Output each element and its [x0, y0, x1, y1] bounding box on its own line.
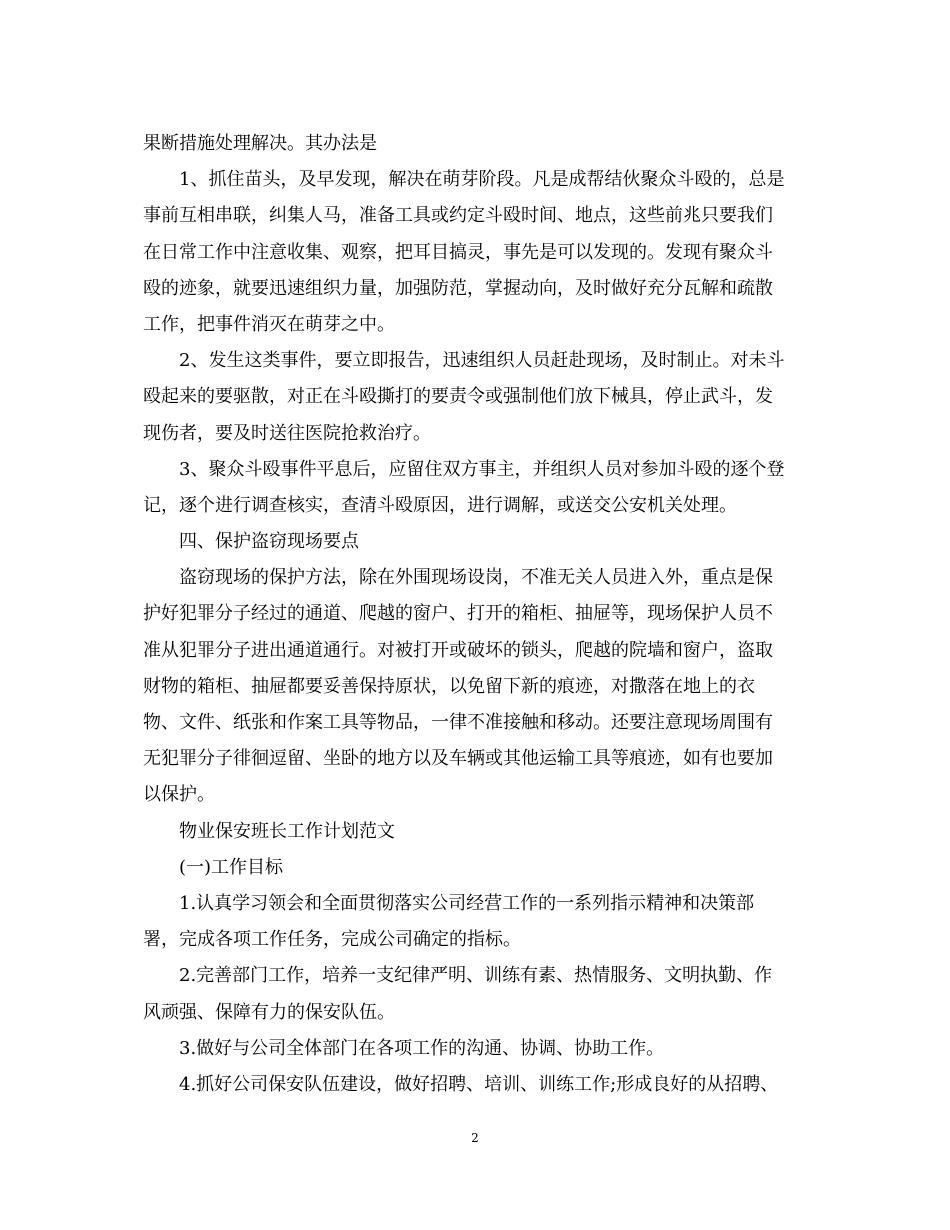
- text-line: 3、聚众斗殴事件平息后，应留住双方事主，并组织人员对参加斗殴的逐个登: [179, 458, 785, 480]
- section-heading: 四、保护盗窃现场要点: [179, 531, 359, 553]
- section-heading: (一)工作目标: [179, 856, 284, 878]
- text-line: 无犯罪分子徘徊逗留、坐卧的地方以及车辆或其他运输工具等痕迹，如有也要加: [143, 748, 773, 770]
- text-line: 工作，把事件消灭在萌芽之中。: [143, 313, 395, 335]
- text-line: 4.抓好公司保安队伍建设，做好招聘、培训、训练工作;形成良好的从招聘、: [179, 1073, 779, 1095]
- text-line: 3.做好与公司全体部门在各项工作的沟通、协调、协助工作。: [179, 1037, 665, 1059]
- text-line: 果断措施处理解决。其办法是: [143, 133, 377, 154]
- text-line: 2、发生这类事件，要立即报告，迅速组织人员赶赴现场，及时制止。对未斗: [179, 350, 785, 372]
- text-line: 准从犯罪分子进出通道通行。对被打开或破坏的锁头，爬越的院墙和窗户，盗取: [143, 639, 773, 661]
- text-line: 署，完成各项工作任务，完成公司确定的指标。: [143, 929, 521, 951]
- text-line: 在日常工作中注意收集、观察，把耳目搞灵，事先是可以发现的。发现有聚众斗: [143, 241, 773, 263]
- text-line: 殴起来的要驱散，对正在斗殴撕打的要责令或强制他们放下械具，停止武斗，发: [143, 386, 773, 408]
- text-line: 物、文件、纸张和作案工具等物品，一律不准接触和移动。还要注意现场周围有: [143, 712, 773, 733]
- text-line: 风顽强、保障有力的保安队伍。: [143, 1001, 395, 1023]
- text-line: 1、抓住苗头，及早发现，解决在萌芽阶段。凡是成帮结伙聚众斗殴的，总是: [179, 169, 785, 191]
- page-number: 2: [471, 1131, 479, 1145]
- text-line: 记，逐个进行调查核实，查清斗殴原因，进行调解，或送交公安机关处理。: [143, 494, 737, 516]
- text-line: 财物的箱柜、抽屉都要妥善保持原状，以免留下新的痕迹，对撒落在地上的衣: [143, 675, 755, 697]
- text-line: 现伤者，要及时送往医院抢救治疗。: [143, 422, 431, 444]
- document-body: [143, 126, 808, 1103]
- text-line: 2.完善部门工作，培养一支纪律严明、训练有素、热情服务、文明执勤、作: [179, 965, 773, 987]
- text-line: 事前互相串联，纠集人马，准备工具或约定斗殴时间、地点，这些前兆只要我们: [143, 205, 773, 227]
- text-line: 1.认真学习领会和全面贯彻落实公司经营工作的一系列指示精神和决策部: [179, 892, 755, 914]
- text-line: 殴的迹象，就要迅速组织力量，加强防范，掌握动向，及时做好充分瓦解和疏散: [143, 277, 773, 299]
- text-line: 盗窃现场的保护方法，除在外围现场设岗，不准无关人员进入外，重点是保: [179, 567, 773, 589]
- text-line: 以保护。: [143, 784, 215, 806]
- document-title: 物业保安班长工作计划范文: [179, 820, 395, 842]
- text-line: 护好犯罪分子经过的通道、爬越的窗户、打开的箱柜、抽屉等，现场保护人员不: [143, 603, 773, 625]
